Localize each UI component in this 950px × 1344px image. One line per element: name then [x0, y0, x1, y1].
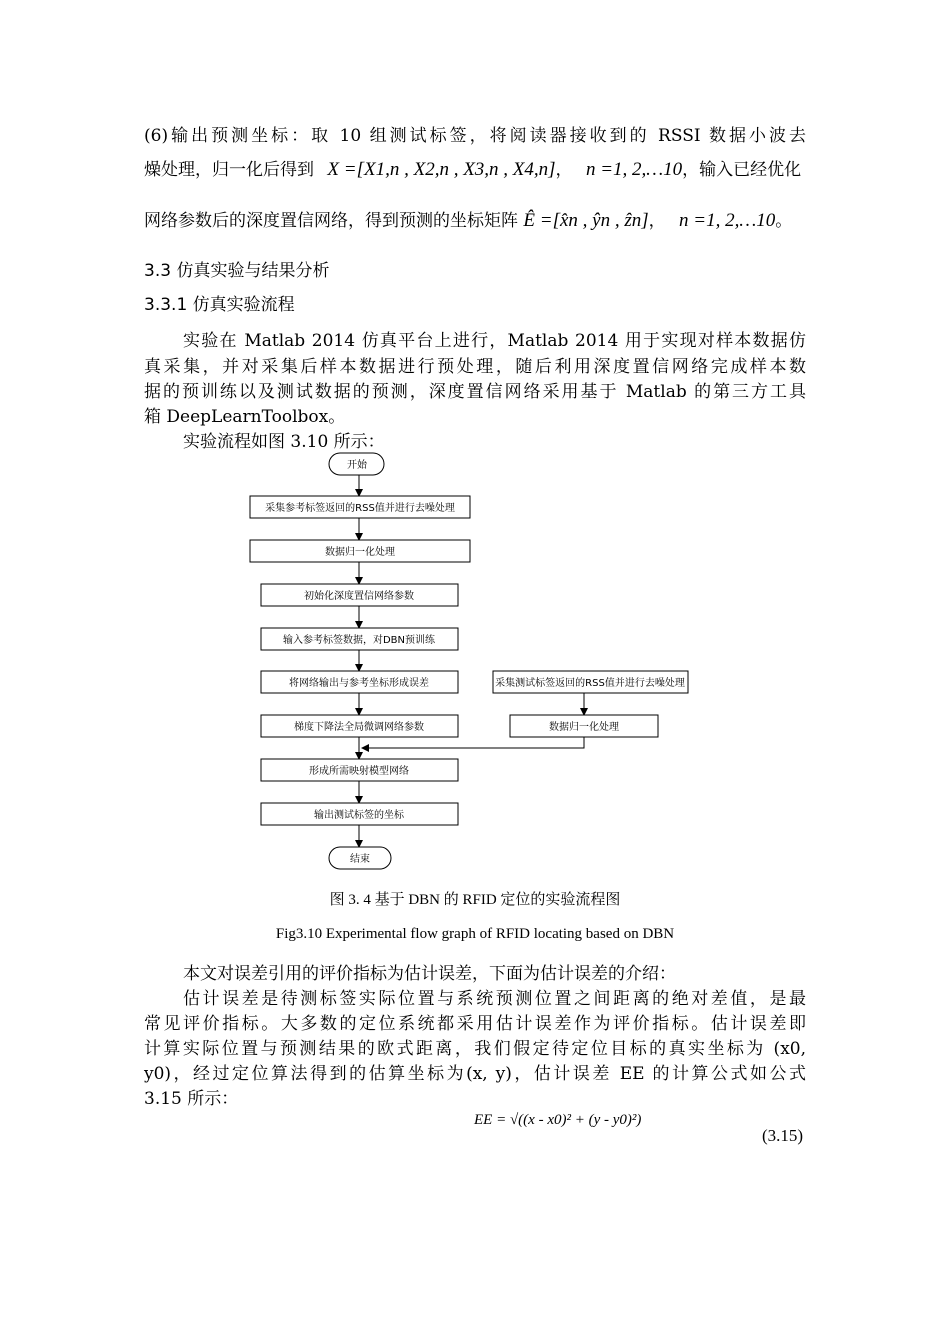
equation-ee: EE = √((x - x0)² + (y - y0)²) [474, 1112, 642, 1128]
section-heading-3-3-1: 3.3.1 仿真实验流程 [144, 295, 295, 315]
flow-step-5-label: 将网络输出与参考坐标形成误差 [289, 678, 429, 689]
flow-end-label: 结束 [350, 854, 370, 865]
flow-right-2-label: 数据归一化处理 [549, 722, 619, 733]
flow-step-6-label: 梯度下降法全局微调网络参数 [294, 722, 424, 733]
section-heading-3-3: 3.3 仿真实验与结果分析 [144, 261, 330, 281]
body1-line5: 实验流程如图 3.10 所示： [183, 432, 385, 452]
para6-line3-mid: ， [648, 211, 666, 231]
body2-line6: 3.15 所示： [144, 1089, 239, 1109]
para6-line3-pre: 网络参数后的深度置信网络，得到预测的坐标矩阵 [144, 211, 518, 231]
flow-step-3-label: 初始化深度置信网络参数 [304, 591, 414, 602]
body2-line4: 计算实际位置与预测结果的欧式距离，我们假定待定位目标的真实坐标为 (x0, [144, 1039, 806, 1059]
para6-line2-mid: ， [555, 160, 573, 180]
flow-step-8-label: 输出测试标签的坐标 [314, 810, 404, 821]
figure-caption-cn: 图 3. 4 基于 DBN 的 RFID 定位的实验流程图 [329, 892, 621, 908]
para6-line3-post: 。 [775, 211, 793, 231]
body1-line2: 真采集，并对采集后样本数据进行预处理，随后利用深度置信网络完成样本数 [144, 357, 806, 377]
para6-line2-post: ，输入已经优化 [682, 160, 802, 180]
flow-step-4-label: 输入参考标签数据，对DBN预训练 [282, 635, 436, 646]
body1-line1: 实验在 Matlab 2014 仿真平台上进行，Matlab 2014 用于实现对样本数据仿 [183, 331, 806, 351]
flow-start-label: 开始 [347, 460, 367, 471]
para6-line3 [144, 209, 806, 233]
body1-line4: 箱 DeepLearnToolbox。 [144, 407, 346, 427]
flowchart [0, 450, 950, 880]
formula-x-vector: X =[X1,n , X2,n , X3,n , X4,n] [327, 159, 556, 180]
flow-step-7-label: 形成所需映射模型网络 [309, 766, 409, 777]
para6-line2 [144, 158, 806, 182]
body2-line3: 常见评价指标。大多数的定位系统都采用估计误差作为评价指标。估计误差即 [144, 1014, 806, 1034]
figure-caption-en: Fig3.10 Experimental flow graph of RFID locating based on DBN [275, 926, 675, 942]
flow-right-1-label: 采集测试标签返回的RSS值并进行去噪处理 [495, 678, 685, 689]
flow-step-1-label: 采集参考标签返回的RSS值并进行去噪处理 [265, 503, 455, 514]
para6-line2-pre: 燥处理，归一化后得到 [144, 160, 314, 180]
flow-step-2-label: 数据归一化处理 [325, 547, 395, 558]
formula-n-range: n =1, 2,…10 [585, 159, 683, 180]
formula-e-matrix: Ê =[x̂n , ŷn , ẑn] [523, 210, 649, 231]
para6-line1: (6)输出预测坐标：取 10 组测试标签，将阅读器接收到的 RSSI 数据小波去 [144, 126, 806, 146]
body2-line5: y0)，经过定位算法得到的估算坐标为(x, y)，估计误差 EE 的计算公式如公式 [144, 1064, 806, 1084]
body1-line3: 据的预训练以及测试数据的预测，深度置信网络采用基于 Matlab 的第三方工具 [144, 382, 806, 402]
body2-line2: 估计误差是待测标签实际位置与系统预测位置之间距离的绝对差值，是最 [183, 989, 806, 1009]
formula-n-range-2: n =1, 2,…10 [679, 210, 776, 231]
body2-line1: 本文对误差引用的评价指标为估计误差，下面为估计误差的介绍： [183, 964, 676, 984]
equation-number: (3.15) [762, 1126, 804, 1145]
